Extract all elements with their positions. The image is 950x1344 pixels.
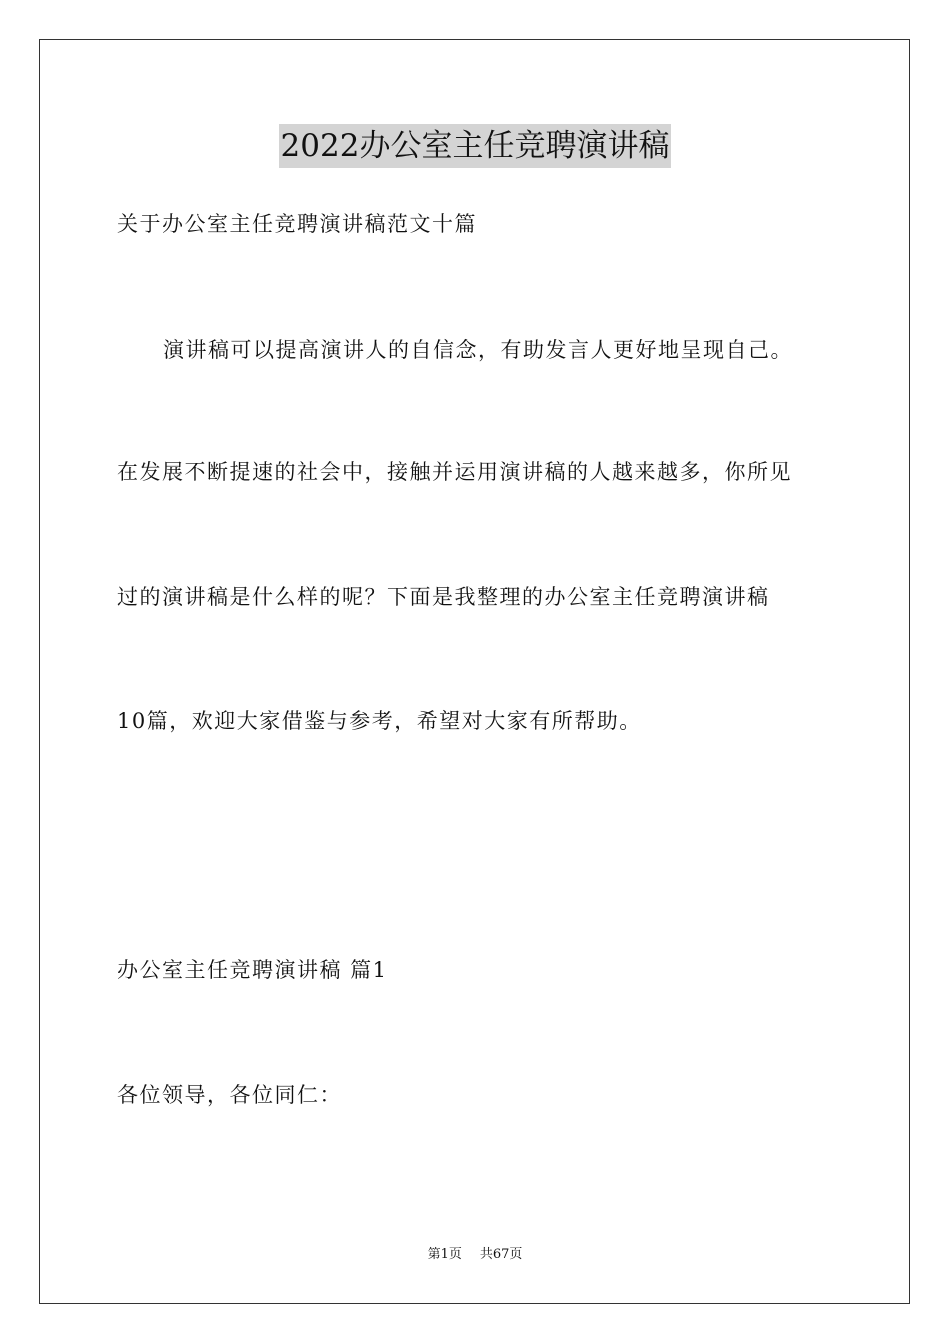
paragraph-line-2: 在发展不断提速的社会中，接触并运用演讲稿的人越来越多，你所见 [117,460,792,484]
document-title: 2022办公室主任竞聘演讲稿 [279,124,672,168]
paragraph-line-1: 演讲稿可以提高演讲人的自信念，有助发言人更好地呈现自己。 [163,338,793,362]
page-total: 共67页 [479,1247,523,1262]
greeting-line: 各位领导，各位同仁： [117,1083,342,1107]
section-heading: 办公室主任竞聘演讲稿 篇1 [117,958,388,982]
page-number: 第1页 [427,1247,462,1262]
page-footer [0,1246,950,1264]
document-subtitle: 关于办公室主任竞聘演讲稿范文十篇 [117,212,477,236]
paragraph-line-3: 过的演讲稿是什么样的呢？下面是我整理的办公室主任竞聘演讲稿 [117,585,770,609]
title-container [0,124,950,168]
paragraph-line-4: 10篇，欢迎大家借鉴与参考，希望对大家有所帮助。 [117,709,642,733]
